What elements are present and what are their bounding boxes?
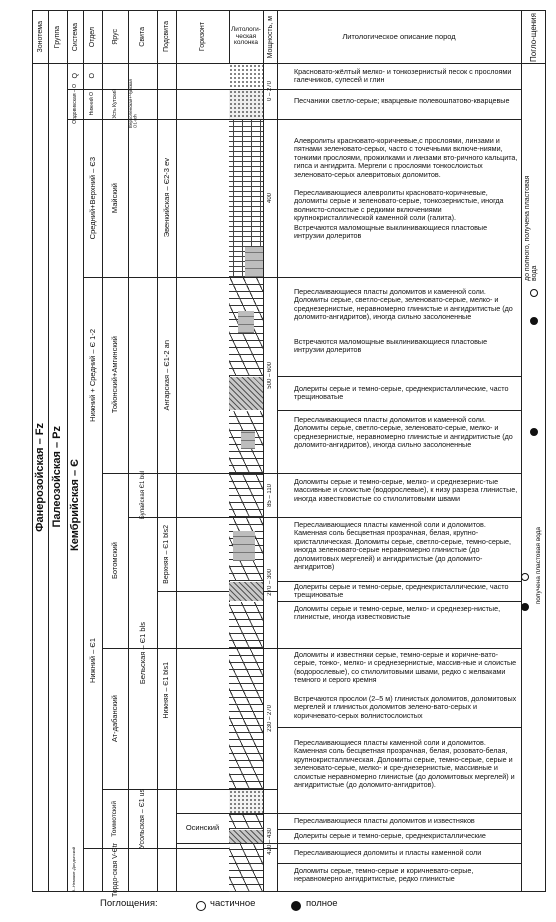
desc-divider [277,601,521,602]
thickness-4: 85 – 110 [267,483,273,507]
suite-tordor-label: Тордо-ская V-Єtr [111,842,119,897]
desc-divider [277,89,521,90]
header-divider [33,63,545,64]
desc-divider [277,829,521,830]
subsuite-lower-label: Нижняя – Є1 bls1 [163,661,170,719]
header-eonothem: Зонотема [37,21,44,53]
thickness-1: 0 – 270 [267,81,273,102]
col-divider [176,11,177,891]
series-lower-mid-label: Нижний + Средний – Є 1-2 [87,328,97,422]
system-ordovician-label: Ордовикская – О [71,84,78,124]
desc-divider [277,376,521,377]
description-row: Долериты серые и темно-серые, среднекристаллические [294,831,486,840]
description-row: Доломиты серые и темно-серые, мелко- и среднезер-нистые, глинистые, иногда известковистые [294,604,501,622]
series-mid-upper-label: Средний+Верхний – Є3 [87,156,97,240]
system-cambrian-label: Кембрийская – Є [68,459,81,551]
partial-absorption-marker [521,573,529,581]
stage-toyon-amga-label: Тойонский+Амгинский [110,336,120,414]
description-row: Встречаются маломощные выклинивающиеся пластовые интрузии долеритов [294,223,488,241]
full-absorption-marker [521,603,529,611]
description-row: Долериты серые и темно-серые, среднекристаллические, часто трещиноватые [294,384,509,402]
header-system: Система [71,22,79,52]
desc-divider [277,727,521,728]
description-row: Встречаются прослои (2–5 м) глинистых доломитов, доломитовых мергелей и глинистых доломитов зелено-вато-серых и коричневато-серых волнистослоистых [294,694,517,720]
description-row: Доломиты и известняки серые, темно-серые и коричне-вато-серые, тонко-, мелко- и среднезернистые, массив-ные и слоистые (водорослевые), со стилолитовыми швами, редко с желваками темного и серого кремня [294,650,517,685]
suite-bulay-label: Булайская Є1 bul [139,470,146,520]
litho-sandstone [229,90,263,119]
stage-tommot-label: Томмотский [110,800,118,837]
description-row: Песчаники светло-серые; кварцевые полевошпатово-кварцевые [294,96,510,105]
col-divider [277,11,278,891]
thickness-3: 500 – 600 [267,361,273,389]
header-suite: Свита [139,27,146,47]
litho-dolomite [229,814,263,829]
litho-salt-lens [238,311,254,333]
thickness-6: 230 – 270 [267,705,273,732]
horizon-osinsky-label: Осинский [185,823,220,833]
desc-divider [277,863,521,864]
litho-sand [229,64,263,89]
description-row: Переслаивающиеся пласты каменной соли и доломитов. Каменная соль бесцветная прозрачная, белая, розовато-белая, крупнокристаллическая. Доломиты серые, темно-серые, серые и зеленовато-серые, мелко- и сре-днезернистые, массивные и слоистые неравномерно глинистые (до доломитовых мергелей) и ангидритистые (до доломито-ангидритов). [294,738,515,790]
series-lower-o-label: Нижний О [89,92,95,116]
header-series: Отдел [89,26,96,48]
absorption-note-1: до полного, получена пластовая вода [524,175,538,281]
desc-divider [277,277,521,278]
header-absorption: Погло-щения [529,12,538,62]
desc-divider [277,648,521,649]
system-bottom-label: В.-Немакит-Далдынский [71,846,76,893]
description-row: Алевролиты красновато-коричневые,с прослоями, линзами и пятнами зеленовато-серых, часто с точечными включе-ниями, тонкими прослоями, прожилками и линзами вто-ричного кальцита, гипса и ангидрита. Мергели с прослоями тонкослоистых зеленовато-серых алевритовых доломитов. [294,136,518,179]
thickness-7: 420 – 430 [267,827,273,855]
desc-divider [277,410,521,411]
legend-title: Поглощения: [100,898,158,909]
litho-dolomite [229,602,263,648]
description-row: Переслаивающиеся пласты доломитов и известняков [294,816,475,825]
description-row: Доломиты серые и темно-серые, мелко- и среднезернис-тые массивные и слоистые (водорослевые), к низу разреза глинистые, иногда известковистые со стилолитовыми швами [294,477,518,503]
description-row: Долериты серые и темно-серые, среднекристаллические, часто трещиноватые [294,582,509,600]
litho-dolomite-limestone [229,649,263,789]
desc-divider [277,473,521,474]
stage-mayan-label: Майский [110,182,120,214]
description-row: Доломиты серые, темно-серые и коричневато-серые, неравномерно ангидритистые, редко глинистые [294,866,474,884]
description-row: Переслаивающиеся пласты доломитов и каменной соли. Доломиты серые, светло-серые, зеленовато-серые, мелко- и среднезернистые, неравномерно глинистые и ангидритистые (до доломито-ангидритов), иногда сильно засолоненные [294,415,513,450]
group-label: Палеозойская – Pz [51,426,63,528]
suite-belsk-label: Бельская – Є1 bls [137,621,147,685]
stage-ust-kut-label: Усть Кутский [111,89,118,119]
suite-evenk-label: Эвенкийская – Є2-3 ev [161,158,171,238]
description-row: Переслаивающиеся алевролиты красновато-коричневые, доломиты серые и зеленовато-серые, тонкозернистые, иногда волнисто-слоистые с редкими включениями крупнокристаллической каменной соли (галита). [294,188,504,223]
header-description: Литологическое описание пород [342,32,456,42]
litho-dolerite [229,582,263,601]
eon-label: Фанерозойская – Fz [34,422,46,532]
stratigraphic-table [32,10,546,897]
litho-dolomite [229,474,263,517]
header-thickness: Мощность, м [266,15,274,59]
header-stage: Ярус [111,29,119,45]
series-lower-label: Нижний – Є1 [87,637,97,684]
litho-dolerite [229,377,263,410]
full-absorption-marker [530,317,538,325]
description-row: Переслаивающиеся доломиты и пласты каменной соли [294,848,482,857]
header-group: Группа [54,25,61,49]
col-divider [521,11,522,891]
litho-salt-lens [241,431,255,449]
description-row: Переслаивающиеся пласты каменной соли и доломитов. Каменная соль бесцветная прозрачная, белая, крупно-кристаллическая. Доломиты серые, светло-серые, темно-серые, иногда зеленовато-серые неравномерно глинистые (до доломитовых мергелей) и ангидритистые (до доломито-ангидритов) [294,520,511,572]
header-subsuite: Подсвита [163,21,170,53]
suite-vernsky-label: Верхоленская+Чунская O1-rch [127,79,137,129]
litho-dolerite [229,830,263,843]
desc-divider [277,843,521,844]
litho-dolomite [229,844,263,892]
suite-usol-label: Усольская – Є1 us [139,788,146,849]
stage-atdaban-label: Ат-дабанский [110,694,120,743]
desc-divider [277,119,521,120]
legend-partial-label: частичное [210,898,256,909]
description-row: Встречаются маломощные выклинивающиеся пластовые интрузии долеритов [294,337,488,355]
o-marker: O [89,73,96,79]
partial-absorption-marker [530,289,538,297]
litho-salt [229,790,263,813]
description-row: Переслаивающиеся пласты доломитов и каменной соли. Доломиты серые, светло-серые, зеленовато-серые, мелко- и среднезернистые, неравномерно глинистые и ангидритистые (до доломито-ангидритов), иногда сильно засолоненные [294,287,513,322]
desc-divider [277,813,521,814]
legend-full-label: полное [306,898,338,909]
thickness-5: 270 – 300 [267,569,273,596]
stage-botomian-label: Ботомский [110,541,120,580]
suite-angara-label: Ангарская – Є1-2 an [161,339,171,411]
litho-salt-lens [233,531,255,561]
q-marker: Q [71,73,79,79]
thickness-2: 400 [267,192,273,203]
header-litho-column: Литологи-ческая колонка [231,26,261,47]
legend-full-icon [291,901,301,911]
full-absorption-marker [530,428,538,436]
subsuite-upper-label: Верхняя – Є1 bls2 [163,524,170,584]
legend-partial-icon [196,901,206,911]
description-row: Красновато-жёлтый мелко- и тонкозернистый песок с прослоями галечников, супесей и глин [294,67,512,85]
absorption-note-2: получена пластовая вода [534,527,542,605]
litho-salt-lens [245,247,263,277]
header-horizon: Горизонт [199,22,206,52]
desc-divider [277,517,521,518]
